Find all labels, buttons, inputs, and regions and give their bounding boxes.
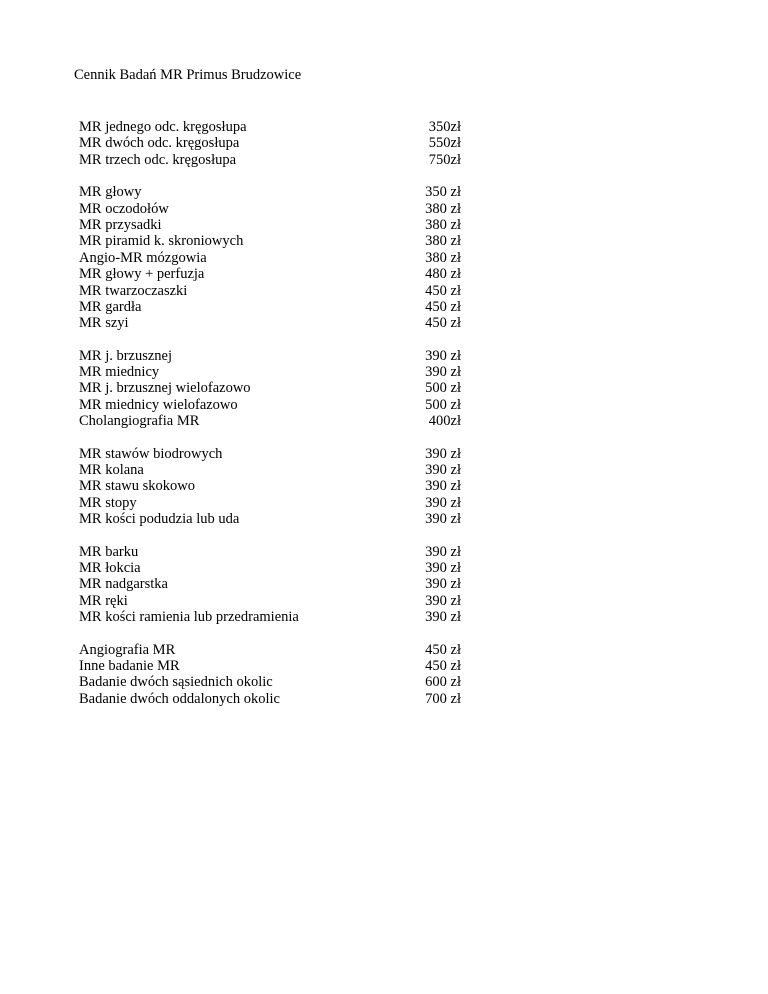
exam-price: 500 zł — [425, 380, 461, 397]
price-row — [79, 413, 479, 429]
exam-price: 350 zł — [425, 184, 461, 201]
price-section — [79, 119, 479, 168]
exam-price: 350zł — [428, 119, 461, 135]
exam-price: 380 zł — [425, 200, 461, 217]
price-row — [79, 135, 479, 151]
price-row — [79, 495, 479, 511]
price-row — [79, 119, 479, 135]
price-section — [79, 446, 479, 528]
exam-name: Inne badanie MR — [79, 657, 180, 674]
exam-name: MR miednicy — [79, 364, 160, 381]
price-row — [79, 266, 479, 282]
exam-name: MR stopy — [79, 494, 137, 511]
exam-price: 390 zł — [425, 364, 461, 381]
exam-name: MR twarzoczaszki — [79, 282, 188, 299]
price-row — [79, 233, 479, 249]
price-row — [79, 544, 479, 560]
exam-name: MR kości ramienia lub przedramienia — [79, 609, 299, 626]
exam-name: MR ręki — [79, 592, 128, 609]
price-row — [79, 299, 479, 315]
exam-name: MR trzech odc. kręgosłupa — [79, 151, 237, 168]
exam-price: 600 zł — [425, 674, 461, 691]
exam-price: 390 zł — [425, 445, 461, 462]
exam-name: MR stawów biodrowych — [79, 445, 223, 462]
price-row — [79, 462, 479, 478]
price-row — [79, 283, 479, 299]
exam-price: 450 zł — [425, 298, 461, 315]
exam-price: 750zł — [428, 151, 461, 168]
price-row — [79, 217, 479, 233]
price-row — [79, 478, 479, 494]
exam-price: 500 zł — [425, 396, 461, 413]
exam-price: 450 zł — [425, 641, 461, 658]
price-row — [79, 609, 479, 625]
exam-price: 390 zł — [425, 576, 461, 593]
price-row — [79, 201, 479, 217]
exam-name: MR łokcia — [79, 559, 141, 576]
exam-name: Angiografia MR — [79, 641, 176, 658]
exam-price: 450 zł — [425, 657, 461, 674]
exam-price: 450 zł — [425, 315, 461, 332]
exam-name: Badanie dwóch oddalonych okolic — [79, 690, 280, 707]
price-section — [79, 348, 479, 430]
exam-price: 390 zł — [425, 478, 461, 495]
price-row — [79, 691, 479, 707]
exam-price: 390 zł — [425, 559, 461, 576]
price-section — [79, 642, 479, 708]
exam-name: MR piramid k. skroniowych — [79, 233, 244, 250]
price-row — [79, 184, 479, 200]
exam-price: 380 zł — [425, 216, 461, 233]
price-section — [79, 544, 479, 626]
price-row — [79, 315, 479, 331]
price-row — [79, 250, 479, 266]
exam-name: MR kości podudzia lub uda — [79, 511, 240, 528]
exam-price: 390 zł — [425, 609, 461, 626]
price-row — [79, 380, 479, 396]
exam-price: 380 zł — [425, 249, 461, 266]
exam-name: MR j. brzusznej — [79, 347, 173, 364]
exam-price: 390 zł — [425, 511, 461, 528]
exam-name: MR nadgarstka — [79, 576, 168, 593]
exam-name: MR głowy — [79, 184, 142, 201]
exam-name: MR szyi — [79, 315, 129, 332]
price-row — [79, 560, 479, 576]
exam-name: Cholangiografia MR — [79, 413, 200, 430]
exam-name: Badanie dwóch sąsiednich okolic — [79, 674, 273, 691]
exam-price: 450 zł — [425, 282, 461, 299]
exam-price: 480 zł — [425, 266, 461, 283]
exam-price: 700 zł — [425, 690, 461, 707]
exam-name: MR kolana — [79, 462, 144, 479]
exam-name: MR j. brzusznej wielofazowo — [79, 380, 251, 397]
price-row — [79, 674, 479, 690]
exam-price: 550zł — [428, 135, 461, 152]
exam-name: MR miednicy wielofazowo — [79, 396, 238, 413]
price-row — [79, 511, 479, 527]
price-row — [79, 364, 479, 380]
exam-name: Angio-MR mózgowia — [79, 249, 207, 266]
price-row — [79, 593, 479, 609]
exam-name: MR gardła — [79, 298, 142, 315]
exam-name: MR przysadki — [79, 216, 162, 233]
exam-name: MR dwóch odc. kręgosłupa — [79, 135, 240, 152]
exam-price: 390 zł — [425, 347, 461, 364]
exam-name: MR głowy + perfuzja — [79, 266, 205, 283]
exam-price: 390 zł — [425, 494, 461, 511]
exam-name: MR stawu skokowo — [79, 478, 196, 495]
exam-price: 380 zł — [425, 233, 461, 250]
price-row — [79, 397, 479, 413]
exam-price: 390 zł — [425, 543, 461, 560]
exam-price: 400zł — [428, 413, 461, 430]
price-section — [79, 184, 479, 332]
price-row — [79, 642, 479, 658]
price-row — [79, 576, 479, 592]
price-list — [79, 119, 479, 723]
exam-price: 390 zł — [425, 462, 461, 479]
price-row — [79, 658, 479, 674]
exam-name: MR jednego odc. kręgosłupa — [79, 119, 247, 135]
exam-name: MR oczodołów — [79, 200, 169, 217]
page-title: Cennik Badań MR Primus Brudzowice — [74, 67, 302, 83]
price-row — [79, 152, 479, 168]
exam-name: MR barku — [79, 543, 139, 560]
price-row — [79, 446, 479, 462]
price-row — [79, 348, 479, 364]
exam-price: 390 zł — [425, 592, 461, 609]
